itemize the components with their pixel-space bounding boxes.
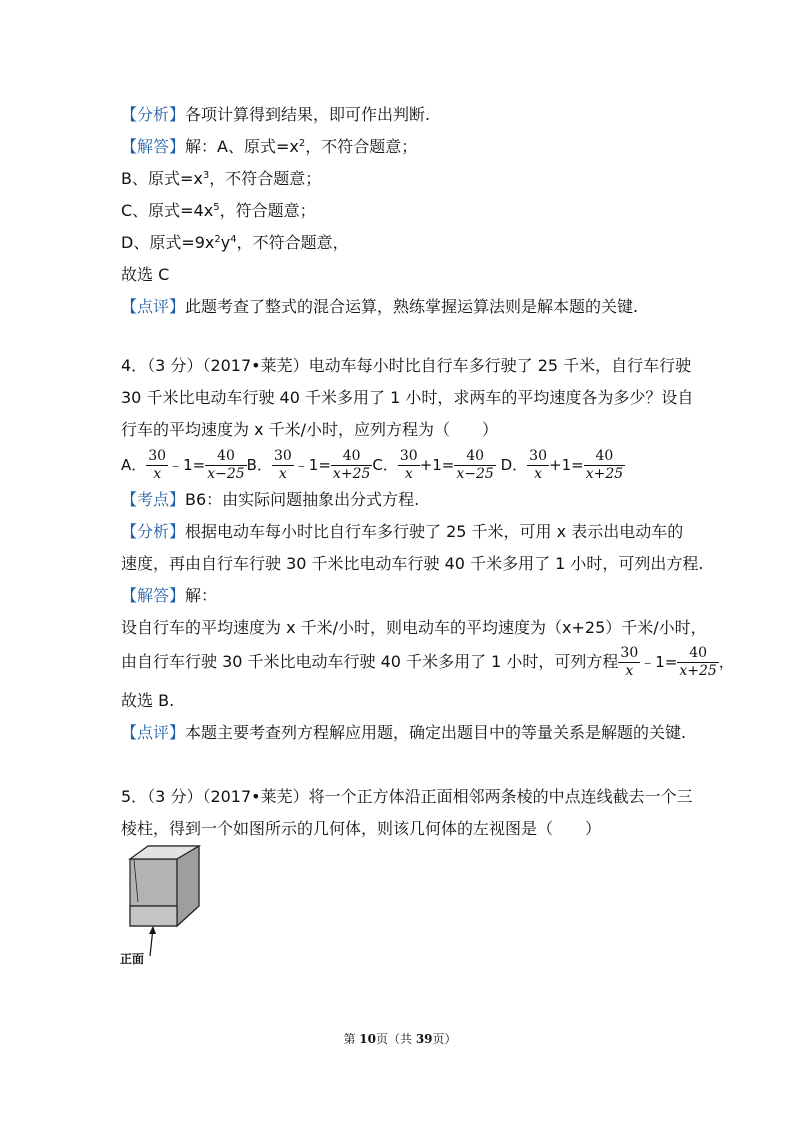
q5-stem-line1: 5．（3 分）（2017•莱芜）将一个正方体沿正面相邻两条棱的中点连线截去一个三: [121, 787, 693, 806]
analysis-text: 各项计算得到结果，即可作出判断.: [185, 105, 431, 124]
solution-line2-end: ，: [718, 653, 734, 671]
q4-solution-line1: 设自行车的平均速度为 x 千米/小时，则电动车的平均速度为（x+25）千米/小时，: [121, 618, 707, 637]
arrow-head: [149, 926, 156, 934]
solution-frac-right: $\frac{40}{x+25}$: [679, 645, 717, 679]
option-b-label: B．: [246, 456, 272, 474]
option-c-label: C．: [372, 456, 398, 474]
option-b-op: ﹣1=: [293, 456, 331, 474]
point-tag: 【考点】: [121, 490, 186, 509]
point-text: B6：由实际问题抽象出分式方程.: [185, 490, 420, 509]
solution-a-post: ，不符合题意；: [305, 137, 418, 156]
analysis-tag: 【分析】: [121, 105, 186, 124]
analysis-line1: 根据电动车每小时比自行车多行驶了 25 千米，可用 x 表示出电动车的: [185, 522, 684, 541]
solution-d-mid: y: [220, 233, 231, 252]
q5-solid-figure: [120, 840, 220, 974]
comment-text: 此题考查了整式的混合运算，熟练掌握运算法则是解本题的关键.: [185, 297, 639, 316]
solution-op: ﹣1=: [640, 653, 678, 671]
option-c-frac-right: $\frac{40}{x-25}$: [456, 448, 494, 482]
solution-d-post: ，不符合题意，: [236, 233, 349, 252]
option-a-frac-left: $\frac{30}{x}$: [148, 448, 167, 482]
option-c-op: +1=: [419, 456, 455, 474]
option-d-frac-right: $\frac{40}{x+25}$: [585, 448, 624, 482]
q4-stem-line3: 行车的平均速度为 x 千米/小时，应列方程为（ ）: [121, 420, 499, 439]
option-d-op: +1=: [549, 456, 584, 474]
solution-text: 解：: [185, 586, 218, 605]
q4-analysis-line2: 速度，再由自行车行驶 30 千米比电动车行驶 40 千米多用了 1 小时，可列出方程.: [121, 554, 704, 573]
solution-d-exp2: 4: [230, 234, 237, 245]
page-footer: [0, 1030, 800, 1047]
q3-analysis: [121, 104, 430, 126]
q4-solution: [121, 585, 217, 607]
q3-solution: [121, 136, 417, 158]
q4-comment: [121, 722, 686, 744]
option-b-frac-left: $\frac{30}{x}$: [273, 448, 292, 482]
solution-b-exp: 3: [202, 170, 210, 181]
solution-c-exp: 5: [213, 202, 220, 213]
solution-d-pre: D、原式=9x: [121, 233, 215, 252]
analysis-tag: 【分析】: [121, 522, 186, 541]
q4-point: [121, 489, 419, 511]
solution-tag: 【解答】: [121, 586, 186, 605]
footer-pre: 第: [343, 1032, 360, 1046]
footer-post: 页）: [432, 1032, 457, 1046]
solution-tag: 【解答】: [121, 137, 186, 156]
solution-frac-left: $\frac{30}{x}$: [620, 645, 639, 679]
footer-mid: 页（共: [375, 1032, 416, 1046]
solution-a-pre: 解：A、原式=x: [185, 137, 299, 156]
solution-b-pre: B、原式=x: [121, 169, 203, 188]
q3-choice: 故选 C: [121, 265, 170, 284]
q4-solution-line2: [121, 643, 734, 681]
solution-c-post: ，符合题意；: [219, 201, 316, 220]
option-d-label: D．: [500, 456, 528, 474]
slanted-face: [130, 859, 177, 906]
q4-choice: 故选 B.: [121, 691, 175, 710]
option-a-op: ﹣1=: [168, 456, 206, 474]
q4-stem-line2: 30 千米比电动车行驶 40 千米多用了 1 小时，求两车的平均速度各为多少？设自: [121, 388, 694, 407]
q3-solution-c: [121, 200, 316, 222]
q3-comment: [121, 296, 638, 318]
q3-solution-d: [121, 232, 349, 254]
option-d-frac-left: $\frac{30}{x}$: [529, 448, 547, 482]
q3-solution-b: [121, 168, 321, 190]
footer-page: 10: [359, 1032, 376, 1046]
q4-options: [121, 446, 625, 484]
solution-line2-text: 由自行车行驶 30 千米比电动车行驶 40 千米多用了 1 小时，可列方程: [121, 652, 619, 671]
footer-total: 39: [415, 1032, 433, 1046]
front-face: [130, 906, 177, 926]
q4-stem-line1: 4．（3 分）（2017•莱芜）电动车每小时比自行车多行驶了 25 千米，自行车行驶: [121, 356, 692, 375]
option-b-frac-right: $\frac{40}{x+25}$: [332, 448, 371, 482]
comment-tag: 【点评】: [121, 297, 186, 316]
q4-analysis: [121, 521, 683, 543]
solution-c-pre: C、原式=4x: [121, 201, 214, 220]
q5-stem-line2: 棱柱，得到一个如图所示的几何体，则该几何体的左视图是（ ）: [121, 819, 602, 838]
option-a-label: A．: [121, 456, 147, 474]
option-c-frac-left: $\frac{30}{x}$: [399, 448, 418, 482]
front-label: 正面: [120, 952, 145, 966]
truncated-cube-drawing: [120, 840, 220, 970]
solution-a-exp: 2: [298, 138, 306, 149]
option-a-frac-right: $\frac{40}{x-25}$: [207, 448, 245, 482]
comment-text: 本题主要考查列方程解应用题，确定出题目中的等量关系是解题的关键.: [185, 723, 687, 742]
solution-d-exp1: 2: [214, 234, 221, 245]
comment-tag: 【点评】: [121, 723, 186, 742]
right-face: [177, 846, 199, 926]
solution-b-post: ，不符合题意；: [209, 169, 322, 188]
